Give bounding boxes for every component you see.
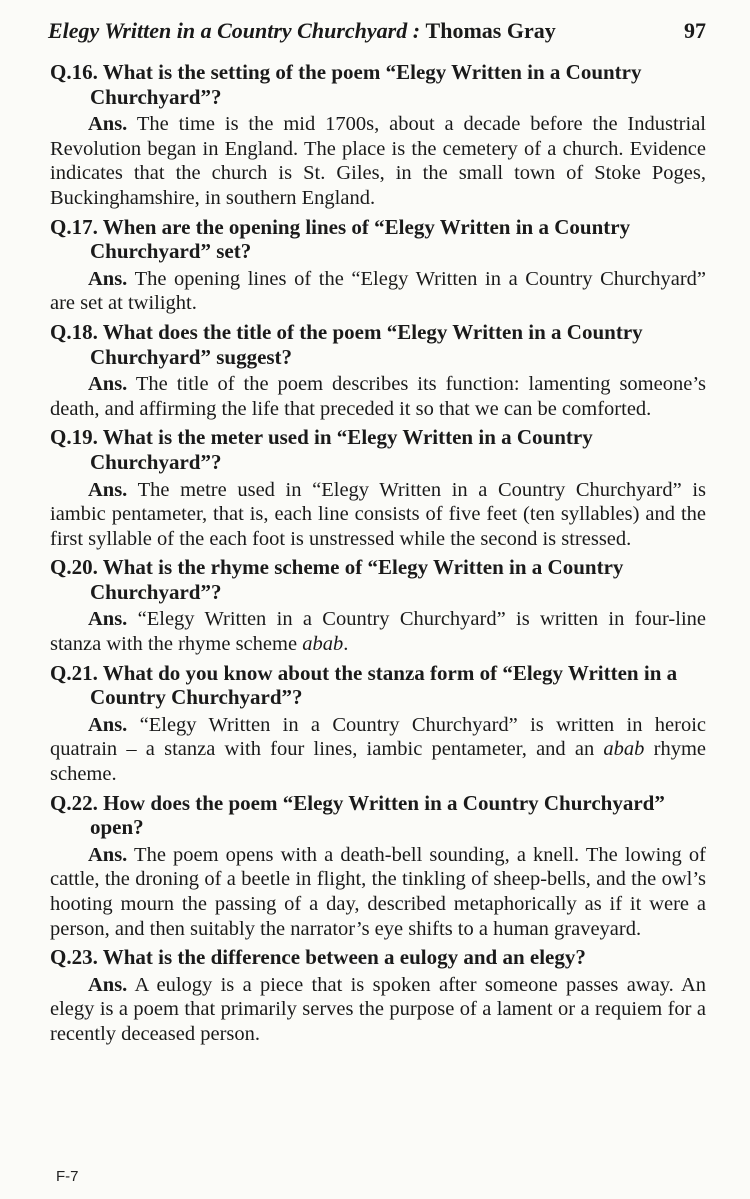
question: Q.17. When are the opening lines of “Elegy Written in a Country Churchyard” set? [50, 214, 631, 264]
answer [50, 478, 706, 552]
answer-label: Ans. [88, 267, 128, 290]
question: Q.20. What is the rhyme scheme of “Elegy Written in a Country Churchyard”? [50, 555, 624, 604]
answer-text: The poem opens with a death-bell sounding, a knell. The lowing of cattle, the droning of a beetle in flight, the tinkling of sheep-bells, and the owl’s hooting mourn the passing of a day, described metaphorically as if it were a person, and then suitably the narrator’s eye shifts to a human graveyard. [50, 843, 706, 940]
qa-item [50, 555, 706, 656]
answer-text-tail: rhyme scheme. [50, 738, 706, 786]
answer-emphasis: abab [603, 738, 645, 761]
header-title: Elegy Written in a Country Churchyard : [48, 18, 421, 43]
question: Q.19. What is the meter used in “Elegy Written in a Country Churchyard”? [50, 425, 593, 474]
qa-item [50, 661, 706, 787]
qa-item [50, 215, 706, 316]
signature-mark: F-7 [56, 1168, 79, 1185]
answer-label: Ans. [88, 608, 128, 631]
answer-label: Ans. [88, 713, 128, 736]
question: Q.21. What do you know about the stanza form of “Elegy Written in a Country Churchyard”? [50, 660, 678, 710]
answer [50, 372, 706, 421]
answer-text: A eulogy is a piece that is spoken after someone passes away. An elegy is a poem that primarily serves the purpose of a lament or a requiem for a recently deceased person. [50, 973, 706, 1045]
question: Q.18. What does the title of the poem “Elegy Written in a Country Churchyard” suggest? [50, 319, 643, 369]
question: Q.16. What is the setting of the poem “Elegy Written in a Country Churchyard”? [50, 60, 642, 109]
header-author: Thomas Gray [425, 18, 556, 43]
header-title-group [48, 18, 556, 44]
answer [50, 112, 706, 210]
running-header [48, 18, 706, 48]
question: Q.22. How does the poem “Elegy Written in a Country Churchyard” open? [50, 790, 665, 840]
answer [50, 607, 706, 656]
answer-label: Ans. [88, 478, 128, 501]
answer-text: “Elegy Written in a Country Churchyard” is written in four-line stanza with the rhyme scheme [50, 608, 706, 656]
answer-label: Ans. [88, 973, 128, 996]
answer-text-tail: . [343, 633, 349, 656]
answer-label: Ans. [88, 113, 128, 136]
qa-item [50, 791, 706, 942]
answer [50, 973, 706, 1047]
answer-label: Ans. [88, 843, 128, 866]
answer [50, 713, 706, 787]
qa-item [50, 425, 706, 551]
answer-text: The title of the poem describes its function: lamenting someone’s death, and affirming the life that preceded it so that we can be comforted. [50, 373, 706, 420]
answer-text: The metre used in “Elegy Written in a Country Churchyard” is iambic pentameter, that is, each line consists of five feet (ten syllables) and the first syllable of the each foot is unstressed while the second is stressed. [50, 478, 706, 550]
answer [50, 267, 706, 316]
answer-text: “Elegy Written in a Country Churchyard” is written in heroic quatrain – a stanza with four lines, iambic pentameter, and an [50, 713, 706, 761]
question: Q.23. What is the difference between a eulogy and an elegy? [50, 945, 586, 970]
qa-item [50, 60, 706, 211]
answer-text: The opening lines of the “Elegy Written in a Country Churchyard” are set at twilight. [50, 267, 706, 315]
qa-list [50, 60, 706, 1051]
answer [50, 843, 706, 941]
answer-label: Ans. [88, 373, 128, 396]
answer-emphasis: abab [302, 633, 344, 656]
qa-item [50, 945, 706, 1046]
page-number: 97 [684, 18, 706, 43]
qa-item [50, 320, 706, 421]
answer-text: The time is the mid 1700s, about a decade before the Industrial Revolution began in England. The place is the cemetery of a church. Evidence indicates that the church is St. Giles, in the small town of Stoke Poges, Buckinghamshire, in southern England. [50, 113, 706, 209]
